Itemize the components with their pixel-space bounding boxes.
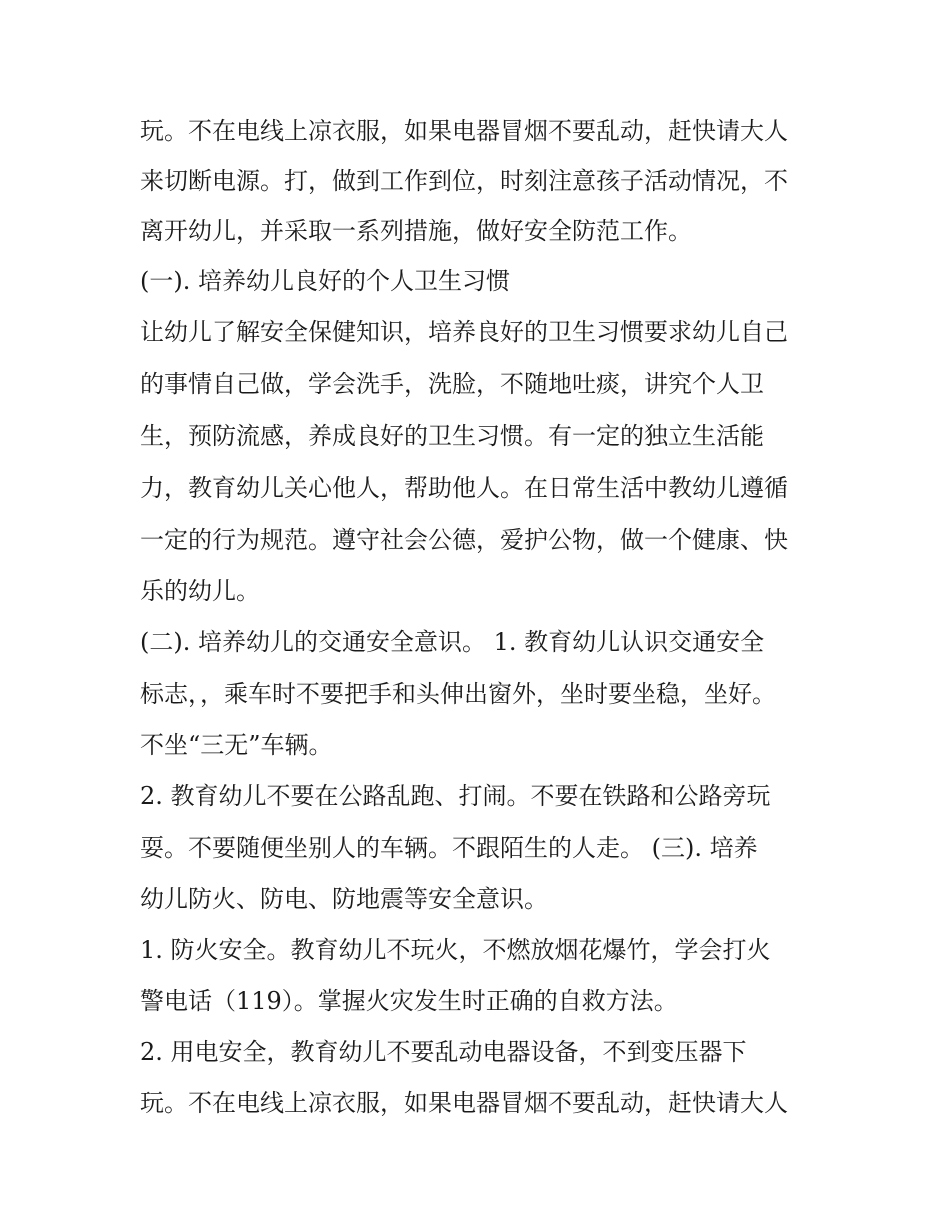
text-line: 玩。不在电线上凉衣服，如果电器冒烟不要乱动，赶快请大人 (140, 1089, 788, 1117)
text-line: 乐的幼儿。 (140, 577, 260, 605)
section-heading: (一). 培养幼儿良好的个人卫生习惯 (140, 267, 510, 295)
document-body (140, 106, 830, 1128)
text-line: 2. 用电安全，教育幼儿不要乱动电器设备，不到变压器下 (140, 1038, 747, 1066)
text-line: 来切断电源。打，做到工作到位，时刻注意孩子活动情况，不 (140, 167, 788, 195)
text-line: 一定的行为规范。遵守社会公德，爱护公物，做一个健康、快 (140, 526, 788, 554)
text-line: 幼儿防火、防电、防地震等安全意识。 (140, 885, 548, 913)
text-line: 离开幼儿，并采取一系列措施，做好安全防范工作。 (140, 217, 692, 245)
text-line: 警电话（119）。掌握火灾发生时正确的自救方法。 (140, 987, 678, 1015)
text-line: 的事情自己做，学会洗手，洗脸，不随地吐痰，讲究个人卫 (140, 370, 764, 398)
section-heading: (二). 培养幼儿的交通安全意识。 1. 教育幼儿认识交通安全 (140, 628, 765, 656)
text-line: 不坐“三无”车辆。 (140, 731, 333, 759)
text-line: 耍。不要随便坐别人的车辆。不跟陌生的人走。 (三). 培养 (140, 834, 758, 862)
text-line: 玩。不在电线上凉衣服，如果电器冒烟不要乱动，赶快请大人 (140, 117, 788, 145)
text-line: 让幼儿了解安全保健知识，培养良好的卫生习惯要求幼儿自己 (140, 318, 788, 346)
text-line: 力，教育幼儿关心他人，帮助他人。在日常生活中教幼儿遵循 (140, 474, 788, 502)
text-line: 生，预防流感，养成良好的卫生习惯。有一定的独立生活能 (140, 422, 764, 450)
text-line: 1. 防火安全。教育幼儿不玩火，不燃放烟花爆竹，学会打火 (140, 936, 771, 964)
text-line: 标志，，乘车时不要把手和头伸出窗外，坐时要坐稳，坐好。 (140, 680, 776, 708)
text-line: 2. 教育幼儿不要在公路乱跑、打闹。不要在铁路和公路旁玩 (140, 782, 771, 810)
